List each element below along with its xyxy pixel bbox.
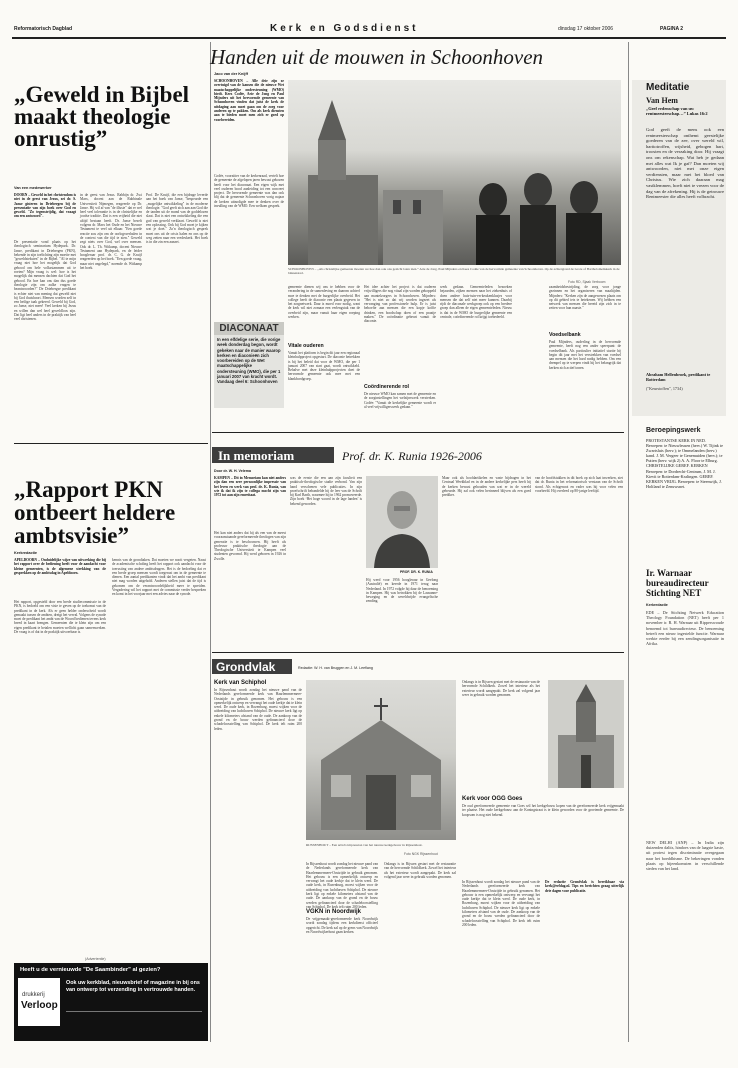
rijssenhout-church-photo [306,680,456,840]
column-separator-left [210,42,211,1042]
story1-col1: De presentatie vond plaats op het theologisch seminarium Hydepark. Dr. Janse, predikant in Driebergen (PKN), bekende in zijn toelichting zijn moeite met "geweldsteksten" in de Bijbel. "Al te mijn vraag niet hoe het mogelijk dat God gebood om hele volksstammen uit te roeien? Mijn vraag is wel: hoe is het mogelijk dat mensen dachten dat God het gebood. En hoe kan ons dan dus goede theologie zijn om zulke vragen te beantwoorden?" De Driebergse predikant is echter niet van mening dat geweld niet bij God thuishoort. Mensen worden zelf in een heilige taak gekeerd. Geweld bij God, zo Janse, niet meer! Veel kerken bij Jezus en willen dan wel heel geweldloos zijn. Dat ligt heel anders in de praktijk van heel veel christenen. [14,240,76,322]
memoriam-divider [212,652,624,653]
story1-col2: in de geest van Jezus. Rabbijn dr. Zwi Marx, docent aan de Rabbinale Universiteit Nijmegen, reageerde op Dr. Janse. Hij wil af van "de illusie" dat er wel heel veel tolerantie is in de christelijke en joodse traditie. Dat is een vrijheid die niet altijd bestaan heeft. Dr. Janse beseft volgens dr. Marx het Oude en het Nieuwe Testament te veel uit elkaar. "Een goede reactie zou zijn om de oorlogsverhalen in de context van die tijd te zien." Geweld zegt niets over God, wel over mensen. Ook dr. L. Th. Witkamp, docent Nieuwe Testament aan Hydepark, en de leider hoogleraar prof. dr. C. G. de Kruijf reageerden op het boek. "Een goede vraag, maar niet ongelegd," noemde dr. Witkamp het boek. [80,193,142,271]
story3-col3b: Vanuit het platform is begin dit jaar een regionaal kleinhulpproject opgestart. De diaconie betrekken is bij het beleid dat voor de WMO, die per 1 januari 2007 van start gaat, wordt ontwikkeld. Behalve met deze kleinhulpprojecten doet de hervormde gemeente ook mee met een klankbordgroep. [288,351,360,381]
story3-byline: Jaco van der Knijff [214,72,248,76]
story3-col1: SCHOONHOVEN – Alle drie zijn ze overtuigd van de kansen die de nieuwe Wet maatschappelijke ondersteuning (WMO) biedt. Kees Codée, Arie de Jong en Paul Mijnders uit het hervormde gemeente van Schoonhoven vinden dat juist de kerk de uitdaging aan moet gaan om de zorg voor anderen op te pakken. Om als kerk diensten aan te bieden moet men zich er goed op voorbereiden. [214,79,284,122]
ad-brand-2: Verloop [21,1000,58,1011]
meditatie-label: Meditatie [646,82,690,93]
column-separator-right [628,42,629,1042]
story3-col6-right: zaamheidsbestrijding, de zorg voor jonge gezinnen en het organiseren van maaltijden. Mijnders: "Kerken zijn de aangewezen plaats om op dit gebied iets te betekenen. Wij hebben een netwerk van mensen die bereid zijn zich in te zetten voor hun naaste." [549,285,621,311]
memoriam-col2: was de eerste die een aan zijn faculteit een praktisch-theologische studie verbond. Van zijn hand verschenen vele publicaties. In zijn proefschrift behandelde hij de leer van de Schrift bij Karl Barth, waarmee hij in 1962 promoveerde. Zijn boek ‘Het hoge woord in de lage landen’ is bekend geworden. [290,476,362,506]
portrait-illustration [366,476,438,568]
warnaar-nieuws: NEW DELHI (ANP) – In India zijn duizenden dalits, hindoes van de laagste kaste, uit protest tegen discriminatie overgegaan naar het boeddhisme. De bekeringen vonden plaats op bijeenkomsten in verschillende steden van het land. [646,840,724,872]
story1-lead: DOORN – Geweld in het christendom is niet in de geest van Jezus, zei dr. S. Janse gisteren in Driebergen bij de presentatie van zijn boek over God en geweld. "Zo tegenstrijdig, dat vraagt om een antwoord". [14,193,76,219]
masthead-date: dinsdag 17 oktober 2006 [558,26,614,32]
page-number: PAGINA 2 [660,26,684,32]
memoriam-label: In memoriam [218,448,295,463]
grondvlak-col-right-bottom: In Rijssenhout wordt zondag het nieuwe pand van de Nederlands gereformeerde kerk van Haarlemmermeer-Oostzijde in gebruik genomen. Het gebouw is een opmerkelijk ontwerp en vervangt het oude kerkje dat te klein werd. De oude kerk, in Rozenburg, moest wijken voor de uitbreiding van luchthaven Schiphol. De nieuwe kerk ligt op enkele kilometers afstand van de oude. De aankoop van de grond en de bouw werden gefinancierd door de schadeloosstelling van Schiphol. De kerk telt ruim 200 leden. [462,880,540,927]
grondvlak-story3-title: Kerk voor OGG Goes [462,796,523,802]
story1-byline: Van een medewerker [14,186,52,190]
memoriam-label-bar [212,447,334,463]
meditatie-text: God geeft de mens ook een rentmeesterschap onthemt geestelijke goederen van de zee, over wereld wil, harttotroffen, wijsheid, gebogen hart, troosten en de verzaking door. Hij vraagt ons om rekenschap. Wat heb je gedaan met alles wat Ik je gaf? Dan moeten wij antwoorden, niet met onze eigen verdiensten, maar met het bloed van Christus. Wie zich daaraan mag vastklemmen, hoeft niet te vrezen voor de dag van de afrekening. Hij is de getrouwe Rentmeester die alles heeft volbracht. [646,127,724,200]
beroepingswerk-text: PROTESTANTSE KERK IN NED. Beroepen: te Nieuwleusen (herv.) W. Tijink te Zwartsluis (herv.); te Ommelanden (herv.) kand. J. M. Vergeer te Genemuiden (herv.); te Putten (herv. wijk 2) A. A. Floor te Elburg. CHRISTELIJKE GEREF. KERKEN Beroepen: te Dordrecht-Centrum, J. M. J. Kievit te Rotterdam-Kralingen. GEREF. KERKEN VRIJG. Beroepen: te Steenwijk, J. Holtland te Zenuwsnet. [646,438,723,489]
story2-headline: „Rapport PKN ontbeert heldere ambtsvisie” [14,477,176,548]
diaconaat-box [214,322,284,408]
ad-headline: Heeft u de vernieuwde "De Saambinder" al gezien? [20,967,161,973]
grondvlak-story1-title: Kerk van Schiphol [214,680,267,686]
runia-portrait-caption: PROF. DR. K. RUNIA [400,570,433,574]
meditatie-source-2: ("Keurstoffen", 1734) [646,386,683,391]
grondvlak-story1-text: In Rijssenhout wordt zondag het nieuwe pand van de Nederlands gereformeerde kerk van Haarlemmermeer-Oostzijde in gebruik genomen. Het gebouw is een opmerkelijk ontwerp en vervangt het oude kerkje dat te klein werd. De oude kerk, in Rozenburg, moest wijken voor de uitbreiding van luchthaven Schiphol. De nieuwe kerk ligt op enkele kilometers afstand van de oude. De aankoop van de grond en de bouw werden gefinancierd door de schadeloosstelling van Schiphol. De kerk telt ruim 200 leden. [214,688,302,731]
ad-logo-box [18,978,60,1026]
grondvlak-label-bar [212,659,292,674]
meditatie-source: Abraham Hellenbroek, predikant te Rotterdam [646,372,711,382]
warnaar-byline: Kerkredactie [646,603,668,607]
ad-text: Ook uw kerkblad, nieuwsbrief of magazine in bij ons van ontwerp tot verzending in vertrouwde handen. [66,980,200,993]
story3-subhead-voedselbank: Voedselbank [549,332,581,338]
grondvlak-story4-text: Onlangs is in Rijssen gestart met de restauratie van de hervormde Schildkerk. Zowel het interieur als het exterieur wordt aangepakt. De kerk zal volgend jaar weer in gebruik worden genomen. [384,862,456,879]
warnaar-headline: Ir. Warnaar bureaudirecteur Stichting NET [646,568,709,598]
ad-brand-1: drukkerij [22,992,45,998]
church-tower-illustration [288,80,621,265]
memoriam-col3: Hij werd voor 1956 hoogleraar in Geelong (Australië) en keerde in 1971 terug naar Nederland. In 1972 volgde hij daar de benoeming in Kampen. Hij was betrokken bij de Lausanne-beweging en de wereldwijde evangelische zending. [366,578,438,604]
schoonhoven-photo [288,80,621,265]
meditatie-author: Van Hem [646,96,678,105]
memoriam-col4: Maar ook als hoofdartikelen en vaste bijdragen in het Centraal Weekblad en in de andere kerkelijke pers heeft hij de kerken bewust gehouden van wat er in de wereld gebeurde. Hij zal ook velen herinnerd blijven als een goed prediker. [442,476,531,498]
grondvlak-story2-text: De vrijgemaakt-gereformeerde kerk Noordwijk wordt zondag tijdens een kerkdienst officieel opgericht. De kerk zal op de grens van Noordwijk en Noordwijkerhout gaan kerken. [306,917,378,934]
grondvlak-col-right-top: Onlangs is in Rijssen gestart met de restauratie van de hervormde Schildkerk. Zowel het interieur als het exterieur wordt aangepakt. De kerk zal volgend jaar weer in gebruik worden genomen. [462,680,540,697]
warnaar-text: EDE – De Stichting Netwerk Education Theology Foundation (NET) heeft per 1 november ir. R. H. Warnaar uit Ripperswoude benoemd tot bureaudirecteur. De benoeming betreft een nieuw ingestelde functie. Warnaar werkte eerder bij een zendingsorganisatie in Afrika. [646,610,724,647]
tower-illustration [548,680,624,788]
story1-divider [14,443,208,444]
diaconaat-text: In een elfdelige serie, die vorige week donderdag begon, wordt gekeken naar de manier waarop kerken en diaconieën zich voorbereiden op de Wet maatschappelijke ondersteuning (WMO), die per 1 januari 2007 van kracht wordt. Vandaag deel 6: Schoonhoven [217,337,281,385]
story3-col2: Codée, voorzitter van de kerkenraad, vertelt hoe de gemeente de afgelopen jaren bewust gekozen heeft voor het diaconaat. Een eigen wijk met veel ouderen bood aanleiding tot een concreet project. De hervormde gemeente was dan ook blij dat de gemeente Schoonhoven vorig najaar de kerken uitnodigde mee te denken over de invulling van de WMO. Een welkom gesprek. [214,174,284,209]
ad-label: (Advertentie) [85,957,106,961]
story1-col3: Prof. De Kruijf, die een bijdrage leverde aan het boek van Janse, "bespeurde een ,,mogelijke ontwikkeling" in de moderne theologie. "God geeft zich aan aan God die de tanden uit de mond van de goddelozen slaat. Dat is niet een ontwikkeling die een god van geweld verklaart. Geweld is niet een oplossing. Ook bij God moet je kijken wat je doet." Zo'n theologisch gesprek moet ons uit de crisis halen en ons op de weg zetten naar een vredeskerk. Het boek is in die zin een aanzet. [146,193,208,245]
story3-subhead-coordinerende: Coördinerende rol [364,384,409,390]
story1-headline: „Geweld in Bijbel maakt theologie onrustig” [14,82,190,151]
grondvlak-label: Grondvlak [216,660,276,674]
ad-contact-strip [66,1011,202,1012]
story3-photo-credit: Foto RD, Sjaak Verboom [568,280,606,284]
story3-col4b: De nieuwe WMO kan samen met de gemeente en de zorginstellingen het welzijnswerk versterken. Codée: "Vanuit de kerkelijke gemeente wordt er al veel vrijwilligerswerk gedaan." [364,392,436,409]
memoriam-byline: Door dr. W. H. Velema [214,469,251,473]
meditatie-quote: „Geef redenschap van uw rentmeesterschap…” Lukas 16:2 [646,106,708,117]
grondvlak-photo-credit: Foto NGK Rijssenhout [404,852,438,856]
grondvlak-note: De redactie Grondvlak is bereikbaar via kerk@refdag.nl. Tips en berichten graag uiterlijk drie dagen voor publicatie. [545,880,624,893]
story2-col1: Het rapport, opgesteld door een brede studiecommissie in de PKN, is bedoeld om een visie te geven op de toekomst van de predikant in de kerk. Als er geen helder onderscheid wordt gemaakt tussen de ambten, dreigt het verval. Volgens de synode moet de predikant het ambt van de Woord bedienen tevens kerk breed in kaart brengen. Gemeenten die te klein zijn om een eigen predikant te betalen moeten wellicht gaan samenwerken. De vraag is of dat in de praktijk uitvoerbaar is. [14,600,106,635]
memoriam-col5: van de hoofdstukken in dit boek op zich laat inwerken, ziet dat dr. Runia in het reformatorisch verstaan van de Schrift stond. Als echtgenoot en vader was hij voor velen een voorbeeld. Hij overleed op 80-jarige leeftijd. [535,476,623,493]
grondvlak-story3-text: De oud gereformeerde gemeente van Goes wil het kerkgebouw kopen van de gereformeerde kerk vrijgemaakt ter plaatse. Het oude kerkgebouw aan de Koningstraat is te klein geworden voor de groeiende gemeente. De koopsom is nog niet bekend. [462,804,624,817]
story3-col5: werk gedaan. Gemeenteleden bezoeken bejaarden, zijken mensen naar het ziekenhuis of doen andere huis-tuin-en-keukenklusjes voor mensen die dat zelf niet meer kunnen. Daarbij rijdt de diaconale werkgroep ook op een bredere groep dan alleen de eigen gemeenteleden. Nieuw is dat in de WMO de burgerlijke gemeente een centrale, coördinerende rol krijgt toebedeeld. [440,285,512,320]
story3-photo-caption: SCHOONHOVEN – „Als christelijke gemeente moeten we hoe dan ook ons gezicht laten zien.” Arie de Jong, Paul Mijnders en Kees Codée van de hervormde gemeente van Schoonhoven. Op de achtergrond de Grote of Bartholomeüskerk in de binnenstad. [288,267,620,276]
story3-col6b: Paul Mijnders, ouderling in de hervormde gemeente, heeft nog een ander speerpunt: de voedselbank. Als particulier initiatief startte hij begin dit jaar met het verstrekken van voedsel aan mensen die het hard nodig hebben. Om een drempel op te werpen vindt hij het belangrijk dat kerken zich actief tonen. [549,340,621,370]
story3-headline: Handen uit de mouwen in Schoonhoven [210,45,544,69]
story3-divider [212,432,624,433]
header-rule [12,37,726,39]
advertisement[interactable] [14,963,208,1041]
story2-lead: APELDOORN – Onduidelijke wijze van uitwerking die bij het rapport over de bediening heeft voor de aandacht voor kleine gemeenten, is de algemene strekking van de gesprekken op de ambtsdag in Apeldoorn. [14,558,106,575]
masthead-left: Reformatorisch Dagblad [14,26,73,32]
rijssen-church-photo [548,680,624,788]
grondvlak-story2-title: VGKN in Noordwijk [306,909,362,915]
church-building-illustration [306,680,456,840]
runia-portrait [366,476,438,568]
beroepingswerk-label: Beroepingswerk [646,427,701,434]
story3-subhead-vitale: Vitale ouderen [288,343,324,349]
story3-col4: Het idee achter het project is dat ouderen vrijwilligers die nog vitaal zijn worden gekoppeld aan mantelzorgers in Schoonhoven. Mijnders: "Het is niet zo dat wij worden ingezet als vervanging van professionele hulp. Er is juist behoefte aan mensen die een kopje koffie drinken, een boodschap doen of een praatje maken." De coördinatie gebeurt vanuit de diaconie. [364,285,436,324]
diaconaat-label: DIACONAAT [214,322,284,335]
masthead-section: Kerk en Godsdienst [270,23,419,34]
grondvlak-story1-col2: In Rijssenhout wordt zondag het nieuwe pand van de Nederlands gereformeerde kerk van Haarlemmermeer-Oostzijde in gebruik genomen. Het gebouw is een opmerkelijk ontwerp en vervangt het oude kerkje dat te klein werd. De oude kerk, in Rozenburg, moest wijken voor de uitbreiding van luchthaven Schiphol. De nieuwe kerk ligt op enkele kilometers afstand van de oude. De aankoop van de grond en de bouw werden gefinancierd door de schadeloosstelling van Schiphol. De kerk telt ruim 200 leden. [306,862,378,909]
memoriam-col1: Het kan niet anders dat hij als een van de meest vooraanstaande gereformeerde theologen van zijn generatie is te beschouwen. Hij heeft als professor praktische theologie aan de Theologische Universiteit te Kampen veel studenten gevormd. Hij werd geboren in 1926 in Zwolle. [214,531,286,561]
grondvlak-photo-caption: RIJSSENHOUT – Een artist's impression van het nieuwe kerkgebouw in Rijssenhout. [306,843,423,847]
grondvlak-byline: Redactie: W. H. van Bruggen en J. M. Leeflang [298,666,373,670]
story2-byline: Kerkredactie [14,551,38,555]
memoriam-lead: KAMPEN – Dit in Memoriam kan niet anders zijn dan een zeer persoonlijke impressie van het leven en werk van prof. dr. K. Runia, van wie ik dat ik zijn te collega mocht zijn van 1972 tot aan zijn emeritaat. [214,476,286,498]
story3-col3: gemeente dienen wij ons te hebben voor de verandering in de samenleving en daarom achterf moe te denken met de burgerlijke overheid. Het college heeft de diaconie een plaats gegeven in het zorgnetwerk. Daar is moed voor nodig, want de kerk wil niet zomaar een verlengstuk van de overheid zijn, maar vanuit haar eigen roeping werken. [288,285,360,320]
memoriam-title: Prof. dr. K. Runia 1926-2006 [342,449,482,463]
story2-col2: kennis van de grondtaken. Dat moeten we nooit vergeten. Naast de academische scholing heeft het rapport ook aandacht voor de toerusting van andere ambtsdragers. Het is de bedoeling dat er een brede groep mensen wordt toegerust om in de gemeente te dienen. Een aantal predikanten vindt dat het ambt van predikant niet mag worden uitgehold. Anderen stellen juist dat de tijd is gekomen om de verantwoordelijkheid meer te spreiden. Vergadering wil het rapport met de commissie verder bespreken en komt in het voorjaar met een advies naar de synode. [112,558,206,597]
